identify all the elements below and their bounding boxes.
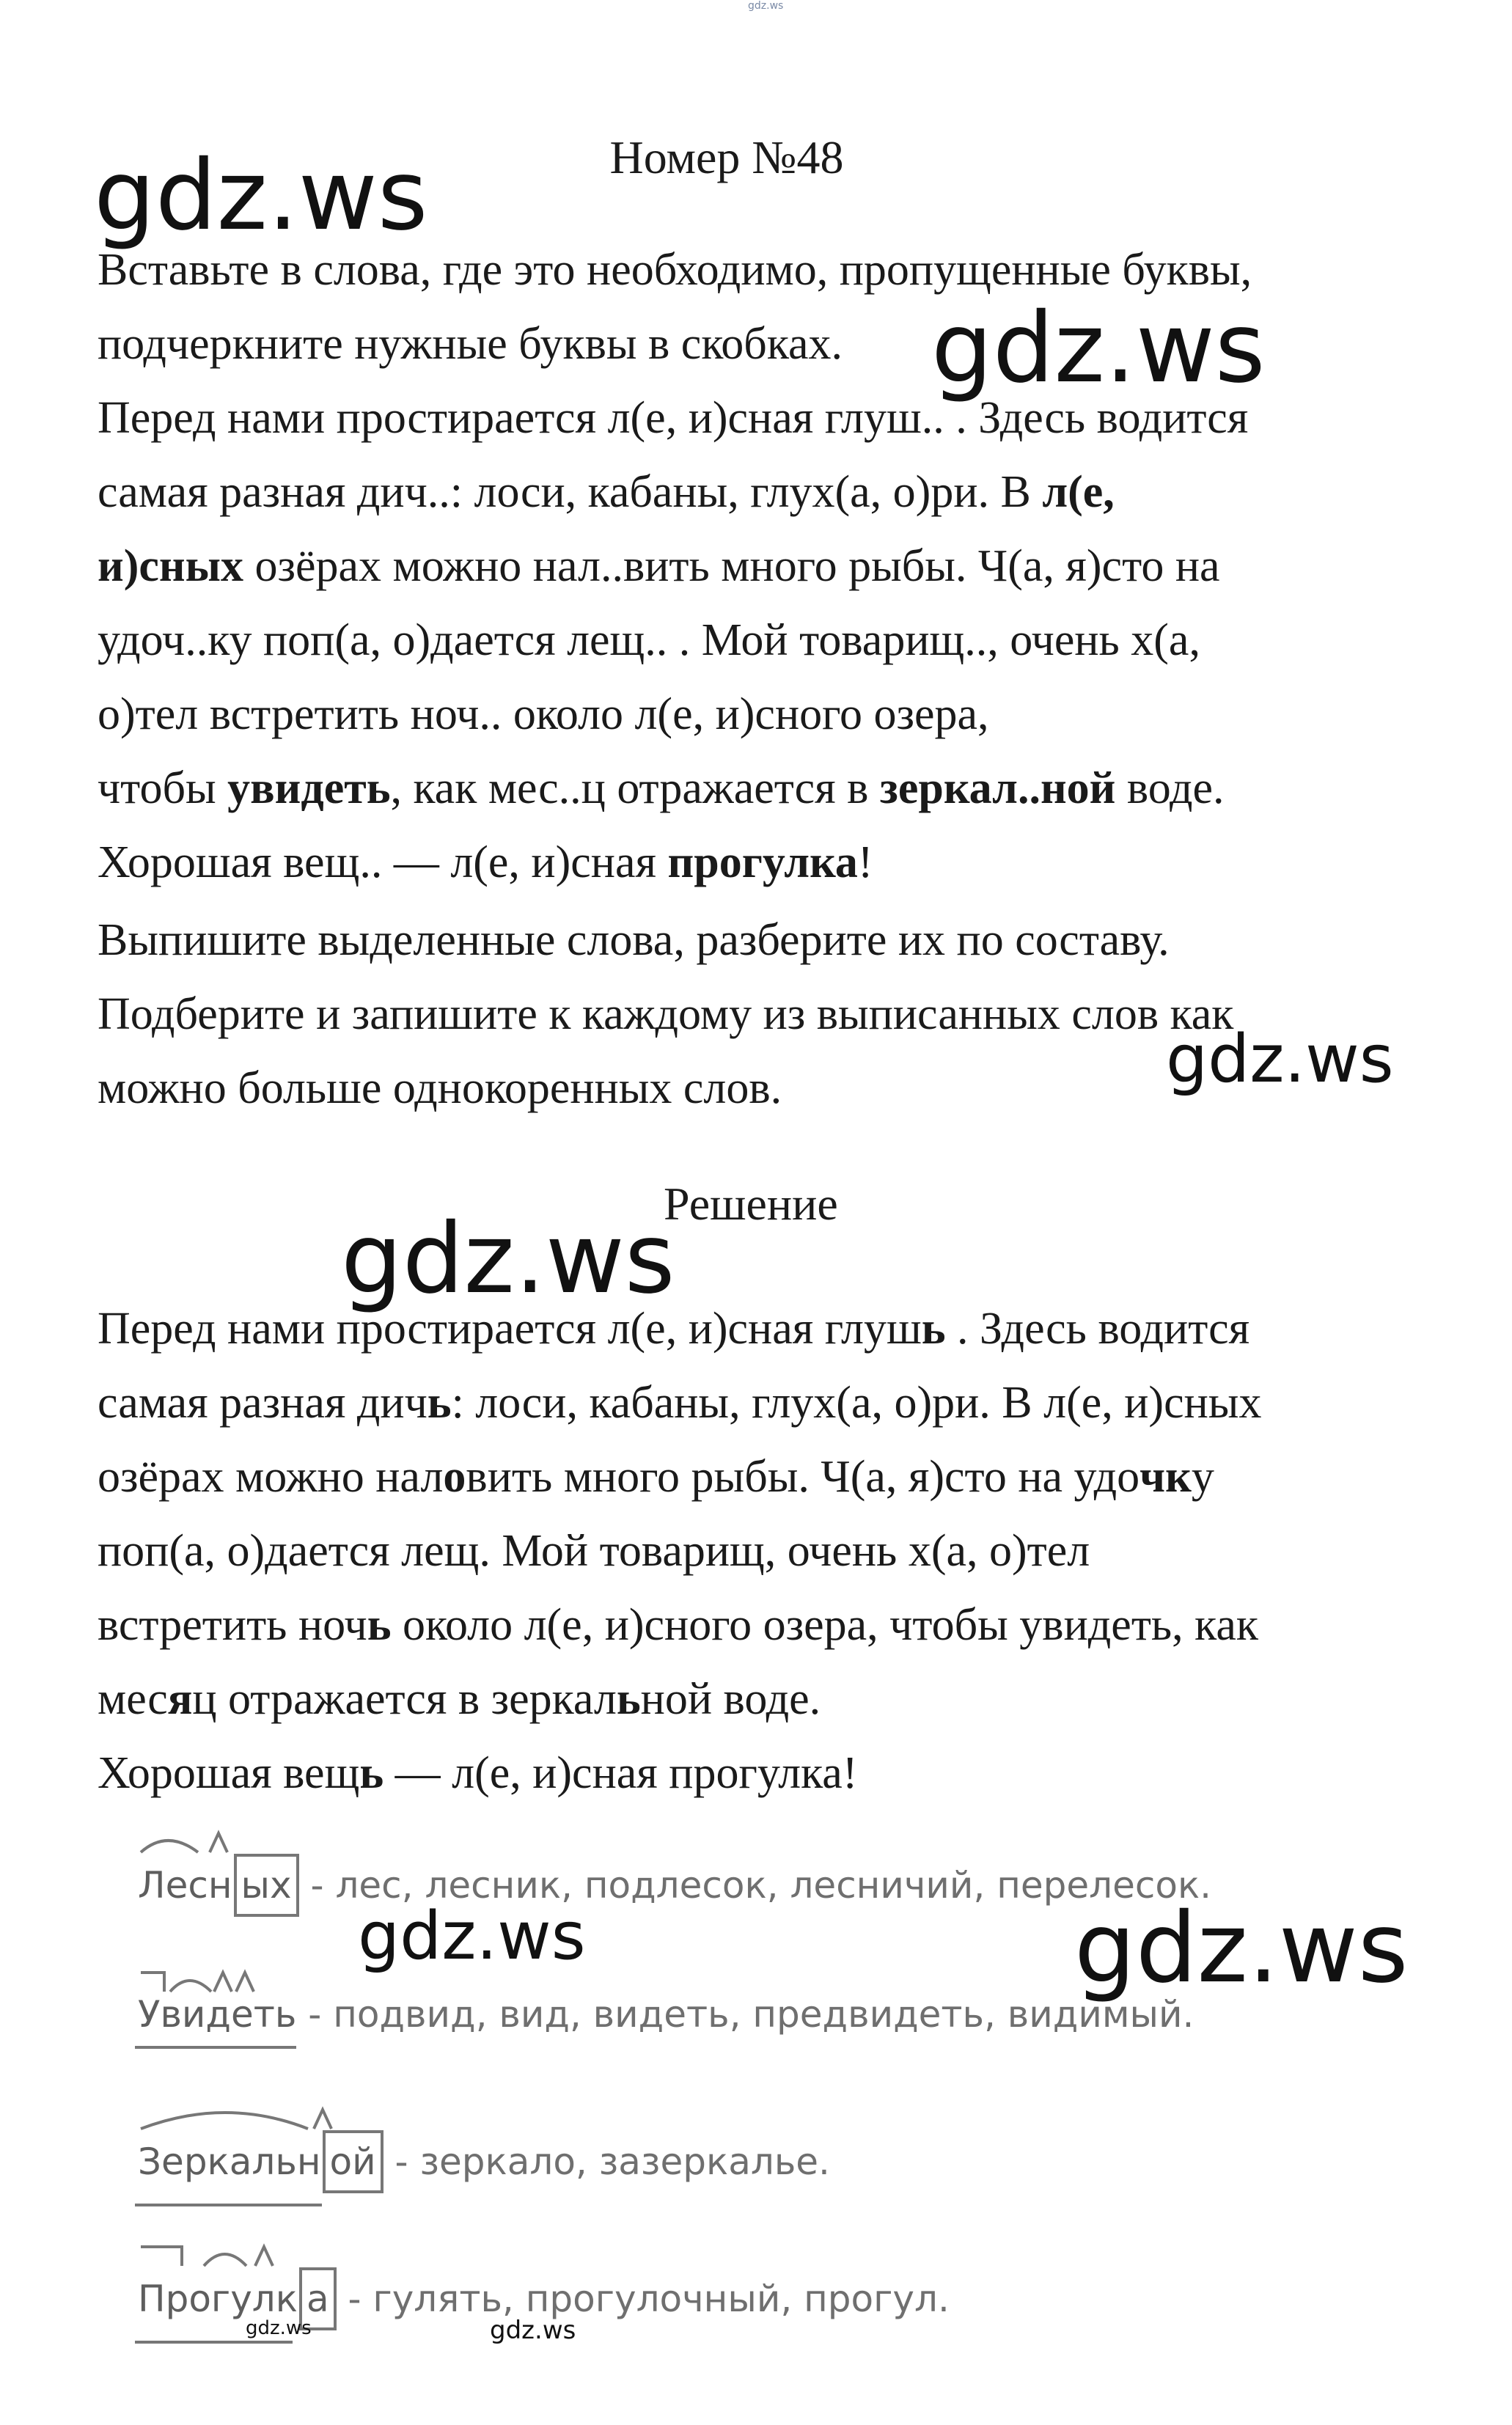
solution-line xyxy=(98,1440,1439,1514)
morpheme-word xyxy=(138,1854,299,1917)
bold-fragment: ь xyxy=(359,1748,384,1798)
morpheme-stem: Лесн xyxy=(138,1864,232,1907)
stem-underline xyxy=(135,2341,293,2344)
morpheme-row-lesnykh xyxy=(138,1854,1238,1917)
text-fragment: вить много рыбы. Ч(а, я)сто на удо xyxy=(466,1452,1140,1502)
text-fragment: о)тел встретить ноч.. около л(е, и)сного озера, xyxy=(98,689,989,739)
text-fragment: Перед нами простирается л(е, и)сная глуш.. . Здесь водится xyxy=(98,393,1249,443)
morpheme-ending: а xyxy=(299,2267,337,2330)
bold-fragment: я xyxy=(167,1674,193,1724)
morpheme-marks xyxy=(138,1823,343,1860)
text-fragment: Перед нами простирается л(е, и)сная глуш xyxy=(98,1304,922,1354)
watermark-logo: gdz.ws xyxy=(1074,1892,1409,2005)
text-fragment: озёрах можно нал..вить много рыбы. Ч(а, я)сто на xyxy=(243,541,1220,591)
watermark-logo: gdz.ws xyxy=(341,1203,675,1316)
text-fragment: ! xyxy=(857,837,873,887)
text-fragment: Хорошая вещ xyxy=(98,1748,360,1798)
stem-underline xyxy=(135,2204,322,2206)
morpheme-marks xyxy=(138,2099,343,2136)
morpheme-stem: Увидеть xyxy=(138,1993,297,2036)
stem-underline xyxy=(135,2046,296,2049)
text-fragment: , как мес..ц отражается в xyxy=(390,763,880,813)
exercise-line xyxy=(98,381,1439,455)
bold-fragment: л(е, xyxy=(1042,467,1115,517)
solution-title: Решение xyxy=(664,1178,838,1230)
bold-fragment: ь xyxy=(427,1378,452,1428)
solution-line xyxy=(98,1366,1439,1440)
bold-fragment: зеркал..ной xyxy=(879,763,1116,813)
morpheme-word xyxy=(138,2130,383,2193)
text-fragment: мес xyxy=(98,1674,168,1724)
bold-fragment: и)сных xyxy=(98,541,244,591)
morpheme-row-zerkalnoy xyxy=(138,2130,1238,2193)
morpheme-ending: ой xyxy=(323,2130,383,2193)
solution-line xyxy=(98,1514,1439,1588)
text-fragment: у xyxy=(1191,1452,1214,1502)
text-fragment: удоч..ку поп(а, о)дается лещ.. . Мой товарищ.., очень х(а, xyxy=(98,615,1200,665)
task2-line: Выпишите выделенные слова, разберите их по составу. xyxy=(98,915,1170,965)
watermark-logo: gdz.ws xyxy=(1166,1021,1394,1098)
morpheme-related: - лес, лесник, подлесок, лесничий, перелесок. xyxy=(298,1864,1212,1907)
watermark-small: gdz.ws xyxy=(490,2316,576,2345)
watermark-logo: gdz.ws xyxy=(358,1898,586,1975)
morpheme-related: - гулять, прогулочный, прогул. xyxy=(336,2278,950,2320)
watermark-logo: gdz.ws xyxy=(931,292,1266,405)
watermark-small: gdz.ws xyxy=(246,2317,312,2339)
morpheme-row-uvidet xyxy=(138,1993,1238,2036)
bold-fragment: ь xyxy=(921,1304,946,1354)
text-fragment: озёрах можно нал xyxy=(98,1452,444,1502)
solution-line xyxy=(98,1588,1439,1662)
bold-fragment: чк xyxy=(1139,1452,1192,1502)
solution-line xyxy=(98,1736,1439,1811)
text-fragment: встретить ноч xyxy=(98,1600,367,1650)
exercise-line xyxy=(98,826,1439,900)
bold-fragment: прогулка xyxy=(667,837,858,887)
text-fragment: воде. xyxy=(1115,763,1225,813)
morpheme-marks xyxy=(138,2237,343,2273)
task2-line: Подберите и запишите к каждому из выписанных слов как xyxy=(98,989,1234,1039)
task-line: подчеркните нужные буквы в скобках. xyxy=(98,319,843,369)
task-line: Вставьте в слова, где это необходимо, пропущенные буквы, xyxy=(98,245,1252,295)
text-fragment: чтобы xyxy=(98,763,228,813)
text-fragment: около л(е, и)сного озера, чтобы увидеть, как xyxy=(391,1600,1259,1650)
bold-fragment: ь xyxy=(367,1600,392,1650)
watermark-top: gdz.ws xyxy=(748,0,784,12)
solution-text xyxy=(98,1292,1439,1811)
text-fragment: . Здесь водится xyxy=(945,1304,1250,1354)
bold-fragment: о xyxy=(443,1452,466,1502)
morpheme-stem: Зеркальн xyxy=(138,2140,321,2183)
solution-line xyxy=(98,1662,1439,1736)
text-fragment: ц отражается в зеркал xyxy=(192,1674,617,1724)
page-title: Номер №48 xyxy=(609,131,844,183)
exercise-line xyxy=(98,455,1439,529)
morpheme-word xyxy=(138,1993,296,2036)
exercise-line xyxy=(98,604,1439,678)
text-fragment: самая разная дич xyxy=(98,1378,427,1428)
text-fragment: Хорошая вещ.. — л(е, и)сная xyxy=(98,837,668,887)
morpheme-related: - зеркало, зазеркалье. xyxy=(383,2140,830,2183)
text-fragment: ной воде. xyxy=(640,1674,821,1724)
exercise-line xyxy=(98,529,1439,604)
bold-fragment: ь xyxy=(616,1674,641,1724)
text-fragment: поп(а, о)дается лещ. Мой товарищ, очень х(а, о)тел xyxy=(98,1526,1090,1576)
task2-line: можно больше однокоренных слов. xyxy=(98,1063,782,1113)
text-fragment: — л(е, и)сная прогулка! xyxy=(383,1748,858,1798)
exercise-line xyxy=(98,678,1439,752)
exercise-text xyxy=(98,381,1439,900)
morpheme-ending: ых xyxy=(234,1854,299,1917)
morpheme-related: - подвид, вид, видеть, предвидеть, видимый. xyxy=(296,1993,1194,2036)
solution-line xyxy=(98,1292,1439,1366)
morpheme-stem: Прогулк xyxy=(138,2278,298,2320)
watermark-logo: gdz.ws xyxy=(94,139,428,252)
bold-fragment: увидеть xyxy=(227,763,391,813)
morpheme-marks xyxy=(138,1962,343,1999)
exercise-line xyxy=(98,752,1439,826)
text-fragment: : лоси, кабаны, глух(а, о)ри. В л(е, и)сных xyxy=(451,1378,1262,1428)
text-fragment: самая разная дич..: лоси, кабаны, глух(а, о)ри. В xyxy=(98,467,1043,517)
